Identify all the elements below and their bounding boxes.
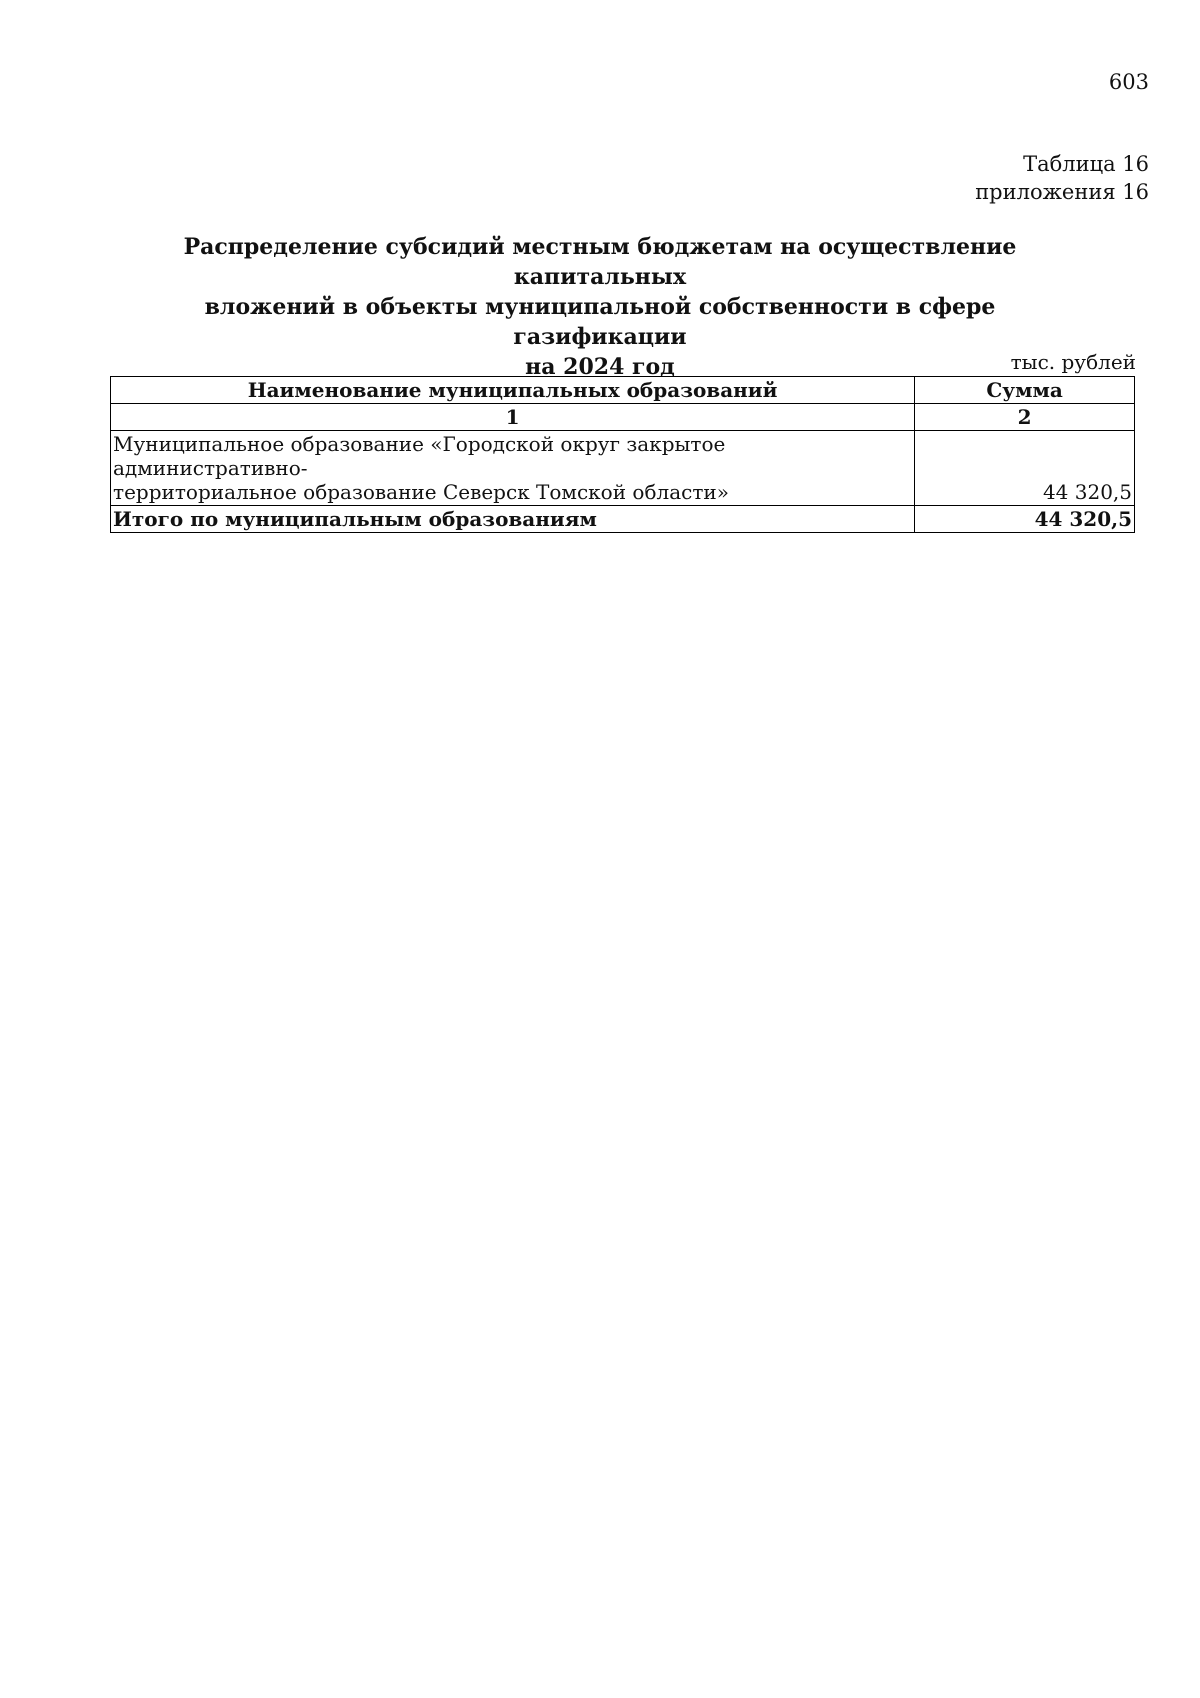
annex-reference: [975, 150, 1149, 206]
column-number-1: 1: [111, 404, 915, 431]
header-amount-column: Сумма: [915, 377, 1135, 404]
title-line-2: вложений в объекты муниципальной собственности в сфере газификации: [204, 294, 996, 350]
municipality-name: [111, 431, 915, 506]
subsidy-table: [110, 376, 1135, 533]
document-title: [130, 232, 1070, 382]
total-row: [111, 506, 1135, 533]
title-line-3: на 2024 год: [525, 354, 675, 380]
column-number-2: 2: [915, 404, 1135, 431]
total-amount: 44 320,5: [915, 506, 1135, 533]
municipality-amount: 44 320,5: [915, 431, 1135, 506]
page-number: 603: [1108, 70, 1149, 94]
table-row: [111, 431, 1135, 506]
total-label: Итого по муниципальным образованиям: [111, 506, 915, 533]
table-header-row: [111, 377, 1135, 404]
annex-table-label: Таблица 16: [1023, 152, 1149, 176]
municipality-name-line-1: Муниципальное образование «Городской округ закрытое административно-: [113, 432, 726, 480]
municipality-name-line-2: территориальное образование Северск Томской области»: [113, 480, 729, 504]
units-label: тыс. рублей: [1010, 350, 1136, 374]
annex-appendix-label: приложения 16: [975, 180, 1149, 204]
column-number-row: [111, 404, 1135, 431]
title-line-1: Распределение субсидий местным бюджетам на осуществление капитальных: [183, 234, 1017, 290]
header-name-column: Наименование муниципальных образований: [111, 377, 915, 404]
